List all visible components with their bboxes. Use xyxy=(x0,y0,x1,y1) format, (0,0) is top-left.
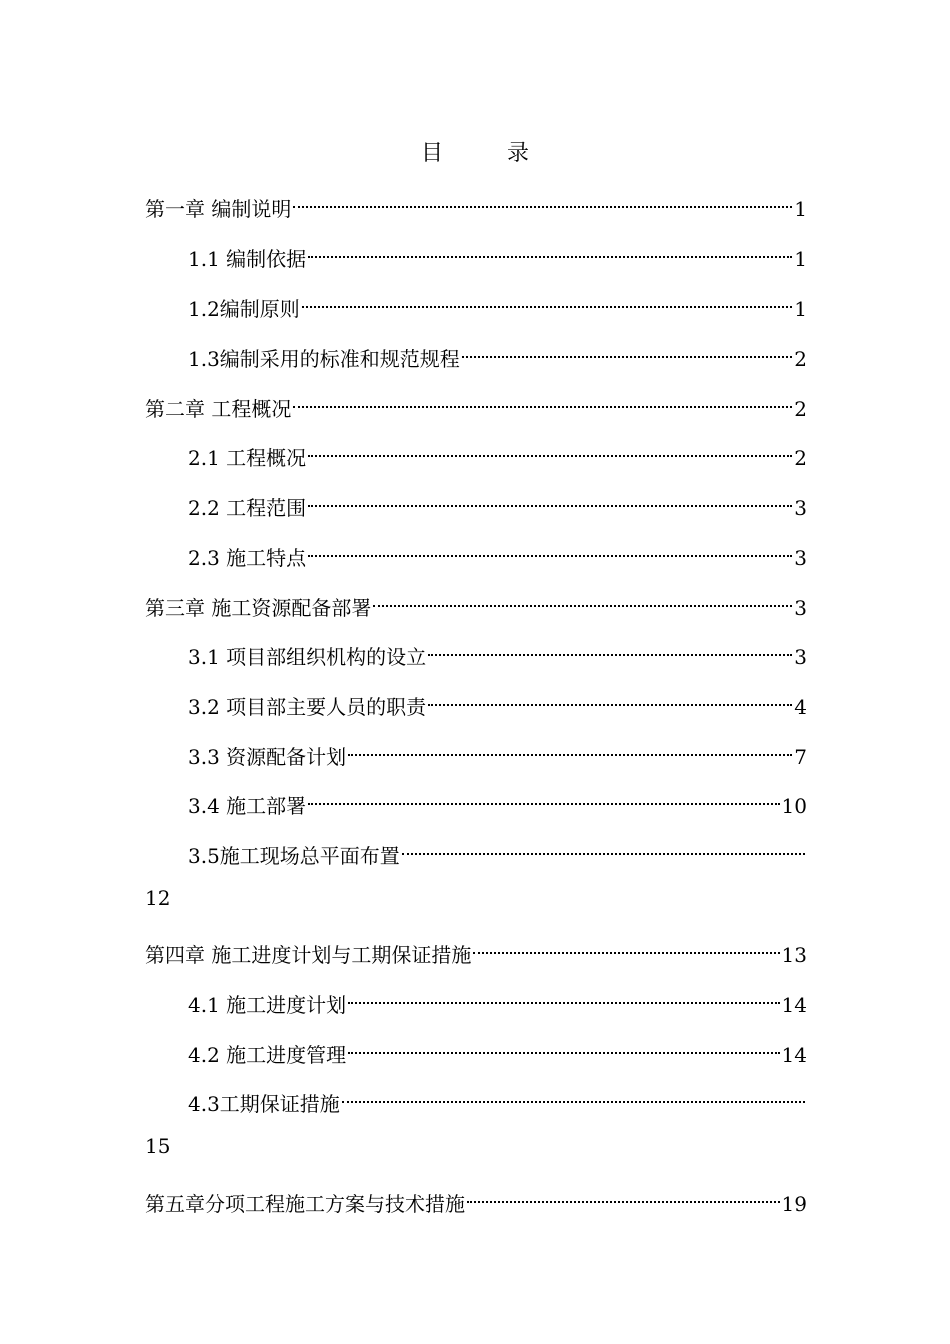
toc-entry-label: 第三章 施工资源配备部署 xyxy=(145,596,372,620)
toc-entry-page: 1 xyxy=(794,297,807,321)
toc-entry-label: 1.3编制采用的标准和规范规程 xyxy=(188,347,460,371)
toc-entry-2-1[interactable] xyxy=(188,435,807,470)
toc-entry-page: 1 xyxy=(794,247,807,271)
dot-leader xyxy=(308,236,792,266)
toc-entry-page: 2 xyxy=(794,446,807,470)
toc-entry-page: 2 xyxy=(794,347,807,371)
toc-entry-label: 4.3工期保证措施 xyxy=(188,1092,340,1116)
dot-leader xyxy=(473,932,779,962)
dot-leader xyxy=(308,435,792,465)
dot-leader xyxy=(373,585,792,615)
toc-entry-page: 7 xyxy=(794,745,807,769)
toc-entry-1-1[interactable] xyxy=(188,236,807,271)
toc-entry-page: 15 xyxy=(145,1134,171,1158)
toc-entry-2-2[interactable] xyxy=(188,485,807,520)
toc-entry-label: 3.1 项目部组织机构的设立 xyxy=(188,645,427,669)
toc-entry-page: 1 xyxy=(794,197,807,221)
toc-entry-label: 第四章 施工进度计划与工期保证措施 xyxy=(145,943,472,967)
toc-entry-label: 第一章 编制说明 xyxy=(145,197,292,221)
toc-entry-label: 第五章分项工程施工方案与技术措施 xyxy=(145,1192,465,1216)
toc-entry-4-1[interactable] xyxy=(188,982,807,1017)
toc-entry-2-3[interactable] xyxy=(188,535,807,570)
toc-entry-label: 第二章 工程概况 xyxy=(145,397,292,421)
toc-entry-3-4[interactable] xyxy=(188,783,807,818)
toc-entry-page: 10 xyxy=(781,794,807,818)
dot-leader xyxy=(293,186,792,216)
title-char-right: 录 xyxy=(507,141,530,166)
toc-entry-label: 3.4 施工部署 xyxy=(188,794,307,818)
toc-entry-page: 3 xyxy=(794,645,807,669)
dot-leader xyxy=(308,535,792,565)
toc-entry-label: 2.2 工程范围 xyxy=(188,496,307,520)
toc-entry-label: 1.2编制原则 xyxy=(188,297,300,321)
title-char-left: 目 xyxy=(420,141,443,166)
dot-leader xyxy=(342,1081,805,1111)
toc-entry-page: 12 xyxy=(145,886,171,910)
page-title xyxy=(0,136,950,167)
toc-entry-page: 14 xyxy=(781,1043,807,1067)
toc-entry-4-2[interactable] xyxy=(188,1032,807,1067)
toc-entry-label: 4.2 施工进度管理 xyxy=(188,1043,347,1067)
toc-entry-label: 3.5施工现场总平面布置 xyxy=(188,844,400,868)
toc-entry-page: 3 xyxy=(794,546,807,570)
toc-entry-3-2[interactable] xyxy=(188,684,807,719)
toc-entry-label: 3.3 资源配备计划 xyxy=(188,745,347,769)
toc-entry-chapter-4[interactable] xyxy=(145,932,807,967)
toc-entry-label: 4.1 施工进度计划 xyxy=(188,993,347,1017)
toc-entry-page: 3 xyxy=(794,496,807,520)
toc-entry-chapter-3[interactable] xyxy=(145,585,807,620)
toc-entry-page: 13 xyxy=(781,943,807,967)
dot-leader xyxy=(308,485,792,515)
dot-leader xyxy=(428,684,792,714)
dot-leader xyxy=(308,783,779,813)
dot-leader xyxy=(428,634,792,664)
toc-entry-page: 14 xyxy=(781,993,807,1017)
dot-leader xyxy=(462,336,792,366)
toc-entry-page: 2 xyxy=(794,397,807,421)
toc-entry-chapter-5[interactable] xyxy=(145,1181,807,1216)
toc-entry-label: 2.3 施工特点 xyxy=(188,546,307,570)
toc-entry-label: 2.1 工程概况 xyxy=(188,446,307,470)
toc-entry-4-3[interactable] xyxy=(188,1081,807,1116)
toc-entry-chapter-2[interactable] xyxy=(145,386,807,421)
toc-entry-label: 3.2 项目部主要人员的职责 xyxy=(188,695,427,719)
dot-leader xyxy=(302,286,792,316)
toc-entry-label: 1.1 编制依据 xyxy=(188,247,307,271)
toc-entry-3-1[interactable] xyxy=(188,634,807,669)
toc-entry-1-3[interactable] xyxy=(188,336,807,371)
toc-entry-page: 4 xyxy=(794,695,807,719)
dot-leader xyxy=(402,833,805,863)
toc-entry-page: 19 xyxy=(781,1192,807,1216)
dot-leader xyxy=(467,1181,780,1211)
toc-entry-3-3[interactable] xyxy=(188,734,807,769)
dot-leader xyxy=(348,1032,779,1062)
toc-entry-3-5[interactable] xyxy=(188,833,807,868)
dot-leader xyxy=(348,982,779,1012)
toc-entry-chapter-1[interactable] xyxy=(145,186,807,221)
dot-leader xyxy=(348,734,792,764)
toc-entry-1-2[interactable] xyxy=(188,286,807,321)
dot-leader xyxy=(293,386,792,416)
toc-entry-page: 3 xyxy=(794,596,807,620)
